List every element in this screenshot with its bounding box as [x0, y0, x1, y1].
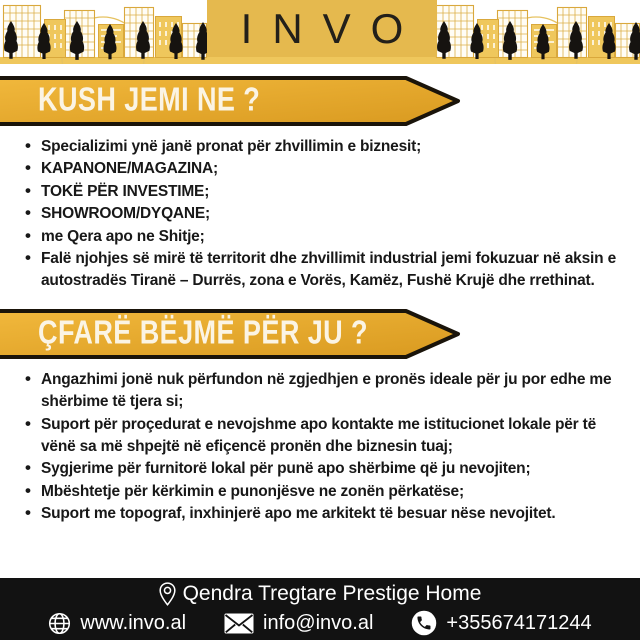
what-we-do-list [24, 369, 616, 526]
envelope-icon [224, 613, 254, 634]
footer-location-row [0, 578, 640, 606]
footer [0, 578, 640, 640]
skyline-right [437, 6, 640, 65]
list-item: • Specializimi ynë janë pronat për zhvillimin e biznesit; [24, 136, 616, 158]
brand-logo-text: INVO [240, 4, 424, 52]
header [0, 0, 640, 64]
list-item: • me Qera apo ne Shitje; [24, 226, 616, 248]
footer-website [48, 612, 186, 635]
footer-location-text: Qendra Tregtare Prestige Home [182, 582, 482, 605]
list-item: • Mbështetje për kërkimin e punonjësve ne zonën përkatëse; [24, 481, 616, 503]
section-banner [0, 75, 640, 127]
footer-phone-text: +355674171244 [446, 611, 592, 634]
brand-logo [207, 0, 437, 57]
who-we-are-list [24, 136, 616, 293]
section-what-we-do [0, 308, 640, 526]
list-item: • Suport për proçedurat e nevojshme apo kontakte me istitucionet lokale për të vënë sa më shpejtë në efiçencë pronën dhe biznesin tuaj; [24, 414, 616, 459]
section-banner [0, 308, 640, 360]
footer-website-text: www.invo.al [80, 611, 187, 634]
footer-contacts-row [0, 610, 640, 636]
list-item: • Falë njohjes së mirë të territorit dhe zhvillimit industrial jemi fokuzuar në aksin e autostradës Tiranë – Durrës, zona e Vorës, Kamëz, Fushë Krujë dhe rrethinat. [24, 248, 616, 293]
list-item: • Angazhimi jonë nuk përfundon në zgjedhjen e pronës ideale për ju por edhe me shërbime të tjera si; [24, 369, 616, 414]
location-pin-icon [159, 582, 176, 606]
skyline-left [4, 6, 210, 65]
list-item: • Suport me topograf, inxhinjerë apo me arkitekt të besuar nëse nevojitet. [24, 503, 616, 525]
footer-phone [411, 610, 591, 636]
section-title: ÇFARË BËJMË PËR JU ? [38, 313, 368, 351]
section-who-we-are [0, 75, 640, 293]
footer-email [224, 612, 373, 635]
globe-icon [48, 612, 71, 635]
list-item: • Sygjerime për furnitorë lokal për punë apo shërbime që ju nevojiten; [24, 458, 616, 480]
footer-email-text: info@invo.al [263, 611, 374, 634]
section-title: KUSH JEMI NE ? [38, 80, 261, 118]
list-item: • SHOWROOM/DYQANE; [24, 203, 616, 225]
list-item: • TOKË PËR INVESTIME; [24, 181, 616, 203]
phone-icon [411, 610, 437, 636]
list-item: • KAPANONE/MAGAZINA; [24, 158, 616, 180]
